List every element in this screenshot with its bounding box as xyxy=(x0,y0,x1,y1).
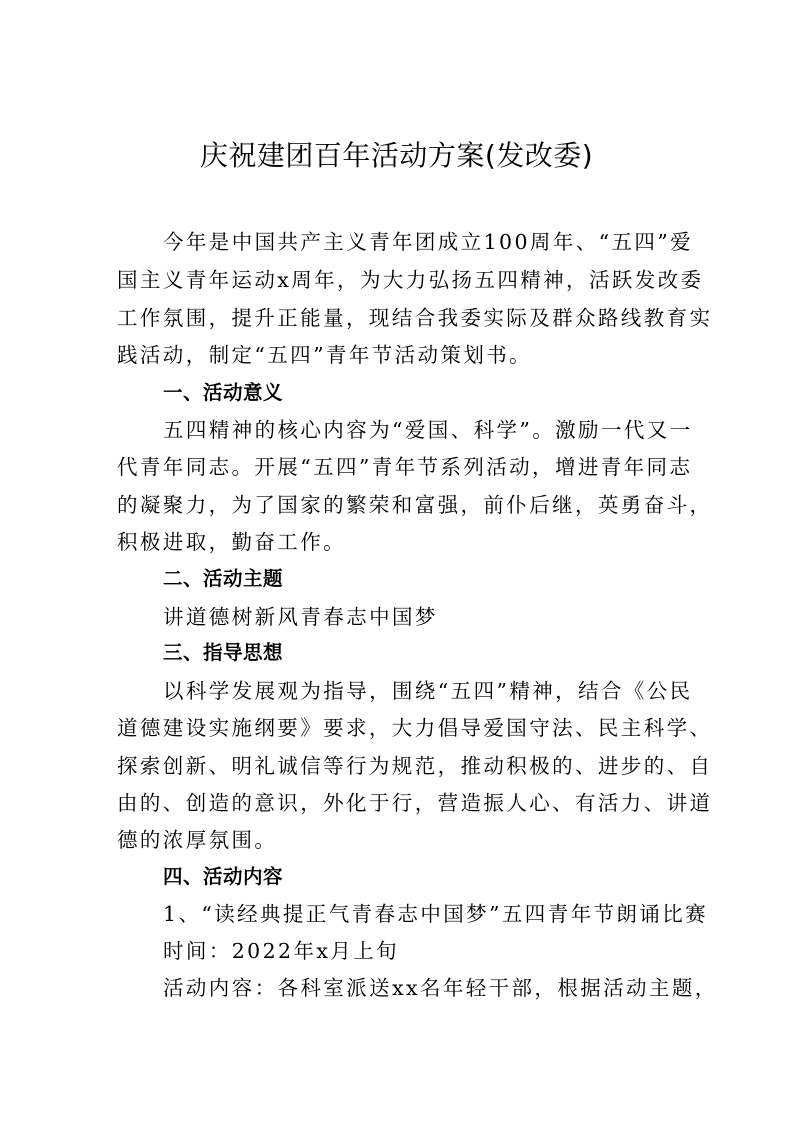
section-heading-guiding-ideology: 三、指导思想 xyxy=(163,641,284,664)
intro-line: 国主义青年运动x周年，为大力弘扬五四精神，活跃发改委 xyxy=(117,268,704,292)
paragraph-line: 1、“读经典提正气青春志中国梦”五四青年节朗诵比赛 xyxy=(163,902,709,926)
paragraph-line: 活动内容：各科室派送xx名年轻干部，根据活动主题， xyxy=(163,976,718,1000)
document-title: 庆祝建团百年活动方案(发改委) xyxy=(199,139,594,172)
paragraph-line: 探索创新、明礼诚信等行为规范，推动积极的、进步的、自 xyxy=(117,754,713,778)
intro-line: 今年是中国共产主义青年团成立100周年、“五四”爱 xyxy=(163,230,694,254)
section-heading-significance: 一、活动意义 xyxy=(163,381,284,404)
paragraph-line: 以科学发展观为指导，围绕“五四”精神，结合《公民 xyxy=(163,679,693,703)
intro-line: 工作氛围，提升正能量，现结合我委实际及群众路线教育实 xyxy=(117,306,713,330)
paragraph-line: 道德建设实施纲要》要求，大力倡导爱国守法、民主科学、 xyxy=(117,716,713,740)
paragraph-line: 德的浓厚氛围。 xyxy=(117,828,278,852)
paragraph-line: 的凝聚力，为了国家的繁荣和富强，前仆后继，英勇奋斗， xyxy=(117,493,713,517)
paragraph-line: 由的、创造的意识，外化于行，营造振人心、有活力、讲道 xyxy=(117,791,713,815)
intro-line: 践活动，制定“五四”青年节活动策划书。 xyxy=(117,343,533,367)
paragraph-line: 五四精神的核心内容为“爱国、科学”。激励一代又一 xyxy=(163,418,693,442)
section-heading-theme: 二、活动主题 xyxy=(163,567,284,590)
paragraph-line: 积极进取，勤奋工作。 xyxy=(117,530,346,554)
section-heading-activity-content: 四、活动内容 xyxy=(163,865,284,888)
paragraph-line: 讲道德树新风青春志中国梦 xyxy=(163,605,438,629)
paragraph-line: 时间：2022年x月上旬 xyxy=(163,939,400,963)
paragraph-line: 代青年同志。开展“五四”青年节系列活动，增进青年同志 xyxy=(117,455,693,479)
